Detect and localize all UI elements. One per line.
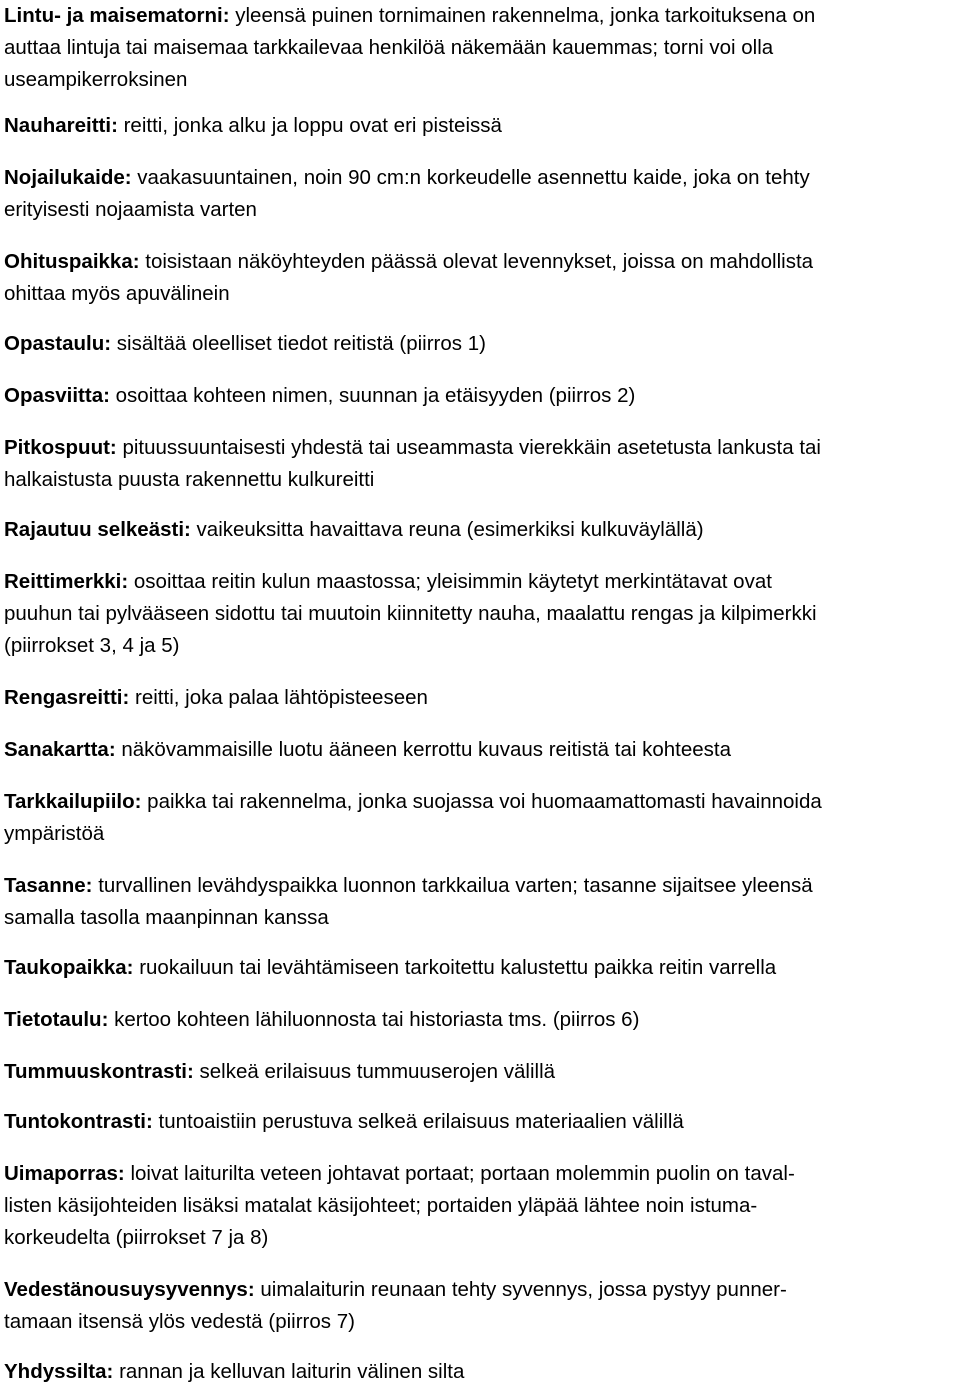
glossary-definition-line: tuntoaistiin perustuva selkeä erilaisuus materiaalien välillä [158,1110,684,1133]
glossary-definition-line: halkaistusta puusta rakennettu kulkureitti [4,468,375,491]
entry-line [4,902,958,934]
entry-line [4,1056,958,1088]
glossary-definition-line: osoittaa kohteen nimen, suunnan ja etäisyyden (piirros 2) [115,384,636,407]
glossary-term: Taukopaikka: [4,956,134,979]
entry-line [4,598,958,630]
entry-line [4,818,958,850]
glossary-term: Reittimerkki: [4,570,129,593]
glossary-definition-line: listen käsijohteiden lisäksi matalat käsijohteet; portaiden yläpää lähtee noin istuma- [4,1194,758,1217]
glossary-entry [4,432,958,496]
glossary-entry [4,1356,958,1388]
entry-line [4,278,958,310]
glossary-definition-line: auttaa lintuja tai maisemaa tarkkailevaa henkilöä näkemään kauemmas; torni voi olla [4,36,774,59]
glossary-entry [4,682,958,714]
glossary-definition-line: reitti, joka palaa lähtöpisteeseen [135,686,428,709]
entry-line [4,786,958,818]
glossary-definition-line: reitti, jonka alku ja loppu ovat eri pisteissä [123,114,502,137]
glossary-definition-line: vaikeuksitta havaittava reuna (esimerkiksi kulkuväylällä) [196,518,704,541]
glossary-definition-line: ruokailuun tai levähtämiseen tarkoitettu kalustettu paikka reitin varrella [139,956,777,979]
glossary-definition-line: sisältää oleelliset tiedot reitistä (piirros 1) [116,332,486,355]
glossary-term: Tuntokontrasti: [4,1110,153,1133]
entry-line [4,110,958,142]
glossary-entry [4,328,958,360]
glossary-term: Pitkospuut: [4,436,117,459]
entry-line [4,1306,958,1338]
glossary-term: Tummuuskontrasti: [4,1060,194,1083]
glossary-entry [4,734,958,766]
glossary-definition-line: loivat laiturilta veteen johtavat portaat; portaan molemmin puolin on taval- [130,1162,795,1185]
glossary-definition-line: paikka tai rakennelma, jonka suojassa voi huomaamattomasti havainnoida [147,790,822,813]
entry-line [4,952,958,984]
glossary-definition-line: puuhun tai pylvääseen sidottu tai muutoin kiinnitetty nauha, maalattu rengas ja kilpimerkki [4,602,817,625]
entry-line [4,1356,958,1388]
entry-line [4,0,958,32]
entry-line [4,630,958,662]
glossary-definition-line: näkövammaisille luotu ääneen kerrottu kuvaus reitistä tai kohteesta [121,738,732,761]
entry-line [4,464,958,496]
entry-line [4,380,958,412]
glossary-definition-line: pituussuuntaisesti yhdestä tai useammasta vierekkäin asetetusta lankusta tai [122,436,821,459]
glossary-definition-line: osoittaa reitin kulun maastossa; yleisimmin käytetyt merkintätavat ovat [133,570,772,593]
entry-line [4,734,958,766]
entry-line [4,246,958,278]
glossary-definition-line: useampikerroksinen [4,68,188,91]
glossary-entry [4,380,958,412]
glossary-entry [4,1106,958,1138]
glossary-entry [4,566,958,662]
glossary-term: Tarkkailupiilo: [4,790,142,813]
glossary-term: Nojailukaide: [4,166,132,189]
glossary-definition-line: turvallinen levähdyspaikka luonnon tarkkailua varten; tasanne sijaitsee yleensä [98,874,813,897]
entry-line [4,1274,958,1306]
glossary-entry [4,1004,958,1036]
entry-line [4,1106,958,1138]
glossary-term: Uimaporras: [4,1162,125,1185]
glossary-entry [4,1056,958,1088]
entry-line [4,432,958,464]
glossary-entry [4,1274,958,1338]
glossary-term: Vedestänousuysyvennys: [4,1278,255,1301]
glossary-term: Tietotaulu: [4,1008,109,1031]
glossary-definition-line: korkeudelta (piirrokset 7 ja 8) [4,1226,269,1249]
glossary-entry [4,110,958,142]
glossary-definition-line: toisistaan näköyhteyden päässä olevat levennykset, joissa on mahdollista [145,250,814,273]
entry-line [4,1004,958,1036]
glossary-definition-line: samalla tasolla maanpinnan kanssa [4,906,329,929]
entry-line [4,682,958,714]
glossary-entry [4,0,958,96]
glossary-term: Opastaulu: [4,332,112,355]
glossary-definition-line: selkeä erilaisuus tummuuserojen välillä [199,1060,556,1083]
glossary-definition-line: vaakasuuntainen, noin 90 cm:n korkeudelle asennettu kaide, joka on tehty [137,166,810,189]
entry-line [4,1158,958,1190]
entry-line [4,194,958,226]
glossary-definition-line: yleensä puinen tornimainen rakennelma, jonka tarkoituksena on [235,4,816,27]
entry-line [4,566,958,598]
glossary-entry [4,952,958,984]
entry-line [4,870,958,902]
entry-line [4,514,958,546]
glossary-entry [4,162,958,226]
glossary-entry [4,786,958,850]
glossary-term: Sanakartta: [4,738,116,761]
glossary-definition-line: (piirrokset 3, 4 ja 5) [4,634,180,657]
entry-line [4,32,958,64]
glossary-definition-line: kertoo kohteen lähiluonnosta tai historiasta tms. (piirros 6) [114,1008,640,1031]
glossary-definition-line: ympäristöä [4,822,105,845]
entry-line [4,1222,958,1254]
glossary-term: Ohituspaikka: [4,250,140,273]
glossary-entry [4,246,958,310]
glossary-entry [4,1158,958,1254]
entry-line [4,162,958,194]
glossary-definition-line: rannan ja kelluvan laiturin välinen silta [119,1360,465,1383]
glossary-definition-line: tamaan itsensä ylös vedestä (piirros 7) [4,1310,355,1333]
glossary-definition-line: uimalaiturin reunaan tehty syvennys, jossa pystyy punner- [260,1278,787,1301]
glossary-term: Opasviitta: [4,384,110,407]
entry-line [4,64,958,96]
glossary-definition-line: ohittaa myös apuvälinein [4,282,230,305]
entry-line [4,328,958,360]
glossary-definition-line: erityisesti nojaamista varten [4,198,257,221]
glossary-entry [4,514,958,546]
entry-line [4,1190,958,1222]
glossary-term: Rajautuu selkeästi: [4,518,191,541]
glossary-term: Rengasreitti: [4,686,130,709]
glossary-term: Nauhareitti: [4,114,118,137]
glossary-term: Lintu- ja maisematorni: [4,4,230,27]
glossary-entry [4,870,958,934]
glossary-term: Yhdyssilta: [4,1360,114,1383]
glossary-term: Tasanne: [4,874,93,897]
